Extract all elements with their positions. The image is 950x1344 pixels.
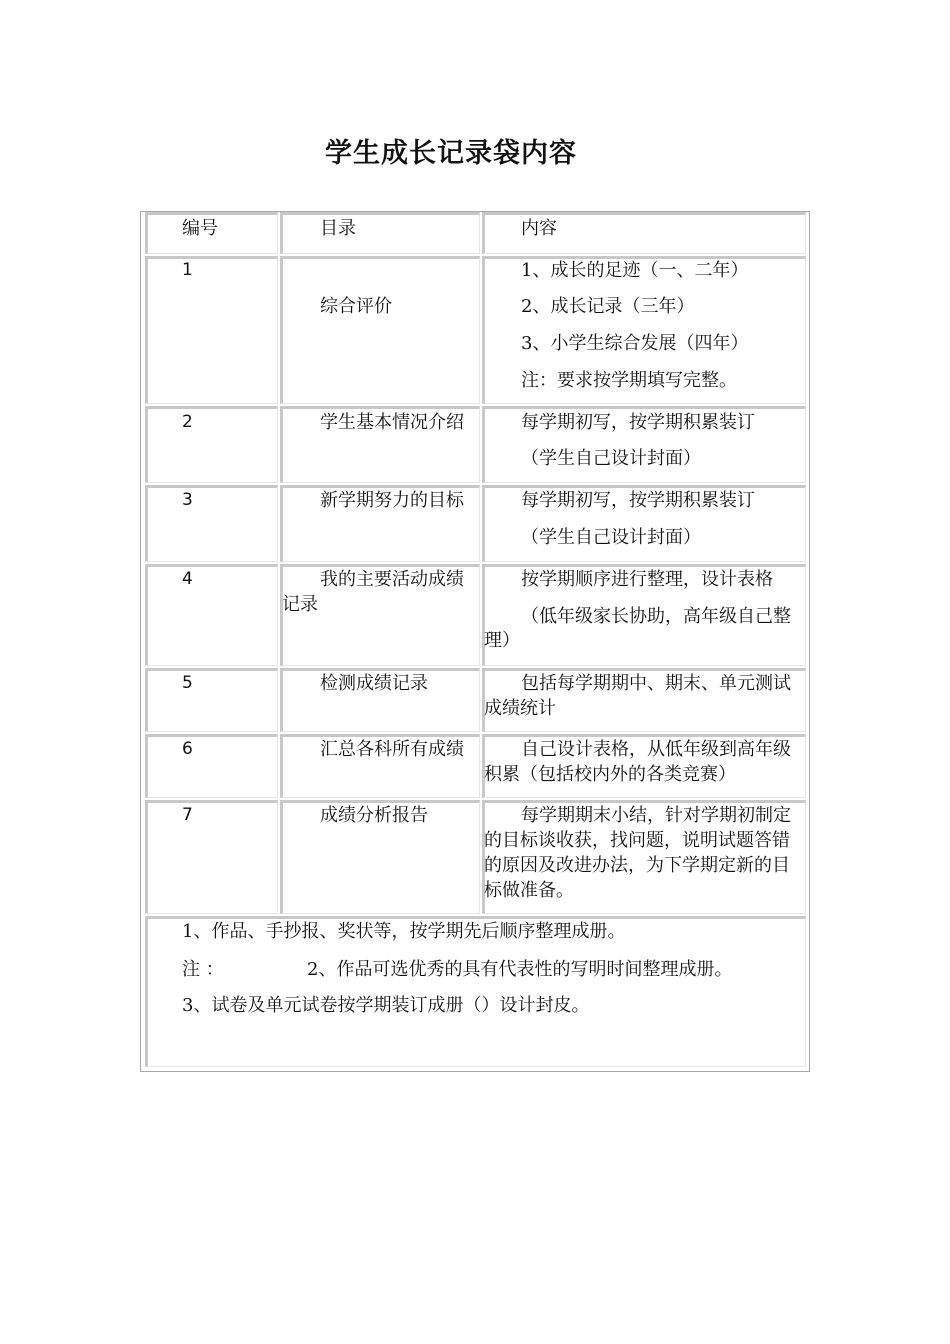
row-4-catalog-line-2: 记录: [282, 594, 318, 615]
row-1-number-cell: [145, 256, 278, 404]
row-4-content-line-2: （低年级家长协助，高年级自己整: [521, 606, 791, 627]
notes-line-3: 3、试卷及单元试卷按学期装订成册（）设计封皮。: [182, 995, 590, 1016]
row-4-number: 4: [182, 569, 193, 589]
row-6-catalog: 汇总各科所有成绩: [320, 739, 464, 760]
row-7-number-cell: [145, 800, 278, 914]
row-2-number: 2: [182, 412, 193, 432]
row-4-catalog-line-1: 我的主要活动成绩: [320, 569, 464, 590]
row-6-content-line-2: 积累（包括校内外的各类竞赛）: [484, 764, 736, 785]
row-1-content-line-3: 3、小学生综合发展（四年）: [521, 333, 749, 354]
header-number: 编号: [182, 218, 218, 239]
row-1-number: 1: [182, 260, 193, 280]
row-3-number: 3: [182, 490, 193, 510]
notes-label: 注 ：: [182, 959, 224, 980]
row-5-content-line-2: 成绩统计: [484, 698, 556, 719]
header-catalog: 目录: [320, 218, 356, 239]
row-1-catalog-cell: [280, 256, 480, 404]
row-1-content-line-2: 2、成长记录（三年）: [521, 296, 695, 317]
row-5-number: 5: [182, 673, 193, 693]
row-7-content-line-2: 的目标谈收获，找问题，说明试题答错: [484, 830, 790, 851]
row-7-content-line-1: 每学期期末小结，针对学期初制定: [521, 805, 791, 826]
row-2-catalog: 学生基本情况介绍: [320, 412, 464, 433]
row-1-content-line-4: 注：要求按学期填写完整。: [521, 370, 737, 391]
row-2-content-line-1: 每学期初写，按学期积累装订: [521, 412, 755, 433]
row-7-content-line-4: 标做准备。: [484, 880, 574, 901]
header-content: 内容: [521, 218, 557, 239]
row-4-content-line-1: 按学期顺序进行整理，设计表格: [521, 569, 773, 590]
row-3-number-cell: [145, 485, 278, 562]
row-1-content-line-1: 1、成长的足迹（一、二年）: [521, 260, 749, 281]
row-6-content-line-1: 自己设计表格，从低年级到高年级: [521, 739, 791, 760]
row-5-content-line-1: 包括每学期期中、期末、单元测试: [521, 673, 791, 694]
row-5-catalog: 检测成绩记录: [320, 673, 428, 694]
row-3-content-line-1: 每学期初写，按学期积累装订: [521, 490, 755, 511]
row-3-content-line-2: （学生自己设计封面）: [521, 527, 701, 548]
row-2-number-cell: [145, 406, 278, 483]
row-7-catalog: 成绩分析报告: [320, 805, 428, 826]
header-cell-catalog: [280, 212, 480, 254]
row-7-content-line-3: 的原因及改进办法，为下学期定新的目: [484, 855, 790, 876]
row-4-number-cell: [145, 564, 278, 666]
page-title: 学生成长记录袋内容: [325, 138, 577, 169]
notes-line-2: 2、作品可选优秀的具有代表性的写明时间整理成册。: [307, 959, 733, 980]
notes-line-1: 1、作品、手抄报、奖状等，按学期先后顺序整理成册。: [182, 921, 626, 942]
row-6-number: 6: [182, 739, 193, 759]
row-5-number-cell: [145, 668, 278, 732]
row-4-content-line-3: 理）: [484, 630, 520, 651]
row-6-number-cell: [145, 734, 278, 798]
row-2-content-line-2: （学生自己设计封面）: [521, 448, 701, 469]
row-3-catalog: 新学期努力的目标: [320, 490, 464, 511]
row-1-catalog: 综合评价: [320, 296, 392, 317]
row-7-number: 7: [182, 805, 193, 825]
